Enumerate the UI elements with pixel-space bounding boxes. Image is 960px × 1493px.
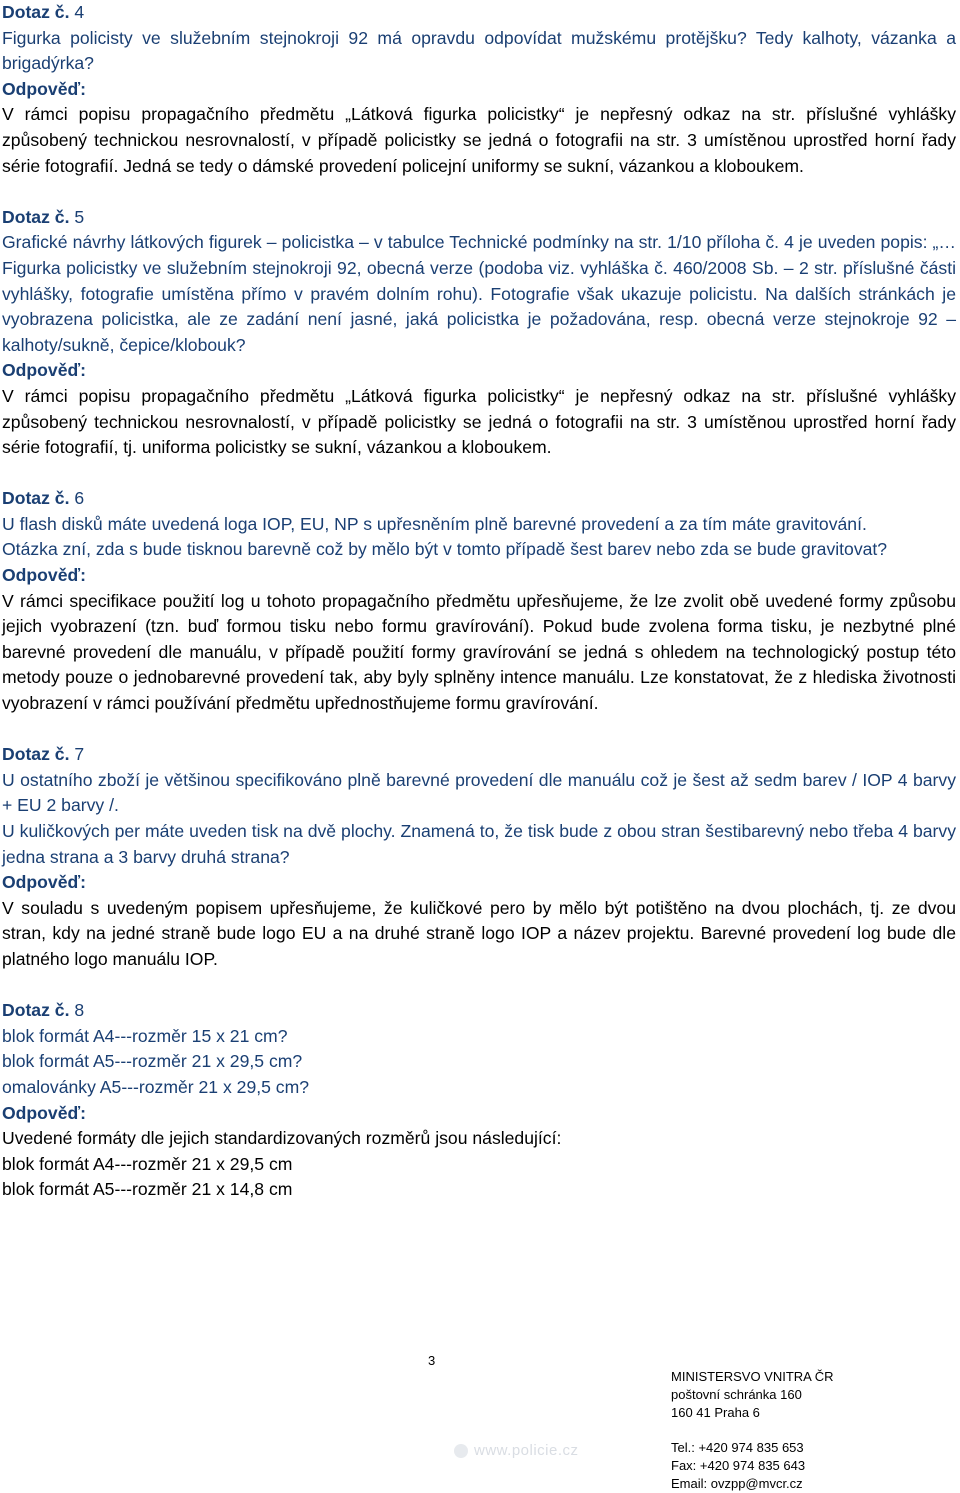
question-text: omalovánky A5---rozměr 21 x 29,5 cm?	[2, 1076, 310, 1097]
answer-text: V souladu s uvedeným popisem upřesňujeme, že kuličkové pero by mělo být potištěno na dvou plochách, tj. ze dvou stran, kdy na jedné straně bude logo EU a na druhé straně logo IOP a název projektu. Barevné provedení log bude dle platného logo manuálu IOP.	[2, 897, 956, 969]
dotaz-heading-label: Dotaz č.	[2, 744, 70, 765]
answer-label: Odpověď:	[2, 360, 86, 381]
dotaz-heading	[2, 205, 956, 231]
question-text: Otázka zní, zda s bude tisknou barevně což by mělo být v tomto případě šest barev nebo zda se bude gravitovat?	[2, 539, 888, 560]
answer-label: Odpověď:	[2, 872, 86, 893]
footer-address	[671, 1368, 834, 1493]
dotaz-heading-label: Dotaz č.	[2, 2, 70, 22]
dotaz-heading-number: 8	[74, 1000, 85, 1021]
question-text: blok formát A5---rozměr 21 x 29,5 cm?	[2, 1051, 303, 1072]
police-emblem-icon	[454, 1444, 468, 1458]
page-number: 3	[428, 1353, 436, 1368]
dotaz-section-5	[2, 205, 956, 461]
answer-label: Odpověď:	[2, 565, 86, 586]
dotaz-heading-label: Dotaz č.	[2, 1000, 70, 1021]
answer-text: V rámci specifikace použití log u tohoto propagačního předmětu upřesňujeme, že lze zvolit obě uvedené formy způsobu jejich vyobrazení (tzn. buď formou tisku nebo formu gravírování). Pokud bude zvolena forma tisku, je nezbytné plné barevné provedení dle manuálu, v případě použití formy gravírování se jedná s ohledem na technologický postup této metody pouze o jednobarevné provedení tak, aby byly splněny intence manuálu. Lze konstatovat, že z hlediska životnosti vyobrazení v rámci používání předmětu upřednostňujeme formu gravírování.	[2, 590, 956, 714]
dotaz-heading-number: 5	[74, 206, 85, 227]
dotaz-section-4	[2, 0, 956, 179]
dotaz-section-8	[2, 998, 956, 1203]
answer-text: blok formát A5---rozměr 21 x 14,8 cm	[2, 1179, 293, 1200]
question-text: U kuličkových per máte uveden tisk na dvě plochy. Znamená to, že tisk bude z obou stran šestibarevný nebo třeba 4 barvy jedna strana a 3 barvy druhá strana?	[2, 821, 956, 867]
dotaz-section-7	[2, 742, 956, 972]
dotaz-section-6	[2, 486, 956, 716]
answer-label: Odpověď:	[2, 78, 86, 99]
answer-text: V rámci popisu propagačního předmětu „Látková figurka policistky“ je nepřesný odkaz na str. příslušné vyhlášky způsobený technickou nesrovnalostí, v případě policistky se jedná o fotografii na str. 3 umístěnou uprostřed horní řady série fotografií, tj. uniforma policistky se sukní, vázankou a kloboukem.	[2, 385, 956, 458]
answer-text: V rámci popisu propagačního předmětu „Látková figurka policistky“ je nepřesný odkaz na str. příslušné vyhlášky způsobený technickou nesrovnalostí, v případě policistky se jedná o fotografii na str. 3 umístěnou uprostřed horní řady série fotografií. Jedná se tedy o dámské provedení policejní uniformy se sukní, vázankou a kloboukem.	[2, 104, 956, 176]
dotaz-heading	[2, 486, 956, 512]
org-name: MINISTERSVO VNITRA ČR	[671, 1369, 834, 1384]
dotaz-heading	[2, 742, 956, 768]
dotaz-heading-label: Dotaz č.	[2, 206, 70, 227]
po-box: poštovní schránka 160	[671, 1387, 802, 1402]
question-text: U ostatního zboží je většinou specifikováno plně barevné provedení dle manuálu což je šest až sedm barev / IOP 4 barvy + EU 2 barvy /.	[2, 769, 956, 816]
dotaz-heading-label: Dotaz č.	[2, 488, 70, 509]
dotaz-heading	[2, 0, 956, 26]
question-text: Grafické návrhy látkových figurek – policistka – v tabulce Technické podmínky na str. 1/10 příloha č. 4 je uveden popis: „… Figurka policistky ve služebním stejnokroji 92, obecná verze (podoba viz. vyhláška č. 460/2008 Sb. – 2 str. příslušné části vyhlášky, fotografie umístěna přímo v pravém dolním rohu). Fotografie však ukazuje policistu. Na dalších stránkách je vyobrazena policistka, ale ze zadání není jasné, jaká policistka je požadována, resp. obecná verze stejnokroje 92 – kalhoty/sukně, čepice/klobouk?	[2, 232, 956, 355]
footer-spacer	[671, 1422, 834, 1439]
dotaz-heading-number: 6	[74, 488, 85, 509]
dotaz-heading	[2, 998, 956, 1024]
document-body	[2, 0, 956, 1229]
question-text: blok formát A4---rozměr 15 x 21 cm?	[2, 1025, 288, 1046]
answer-text: Uvedené formáty dle jejich standardizovaných rozměrů jsou následující:	[2, 1128, 562, 1149]
dotaz-heading-number: 7	[74, 744, 85, 765]
answer-label: Odpověď:	[2, 1102, 86, 1123]
question-text: U flash disků máte uvedená loga IOP, EU, NP s upřesněním plně barevné provedení a za tím máte gravitování.	[2, 513, 867, 534]
phone: Tel.: +420 974 835 653	[671, 1440, 804, 1455]
email: Email: ovzpp@mvcr.cz	[671, 1476, 803, 1491]
footer-logo-text: www.policie.cz	[474, 1442, 579, 1459]
answer-text: blok formát A4---rozměr 21 x 29,5 cm	[2, 1153, 293, 1174]
city: 160 41 Praha 6	[671, 1405, 760, 1420]
question-text: Figurka policisty ve služebním stejnokroji 92 má opravdu odpovídat mužskému protějšku? Tedy kalhoty, vázanka a brigadýrka?	[2, 27, 956, 74]
dotaz-heading-number: 4	[74, 2, 85, 22]
fax: Fax: +420 974 835 643	[671, 1458, 806, 1473]
footer-logo	[454, 1436, 634, 1466]
